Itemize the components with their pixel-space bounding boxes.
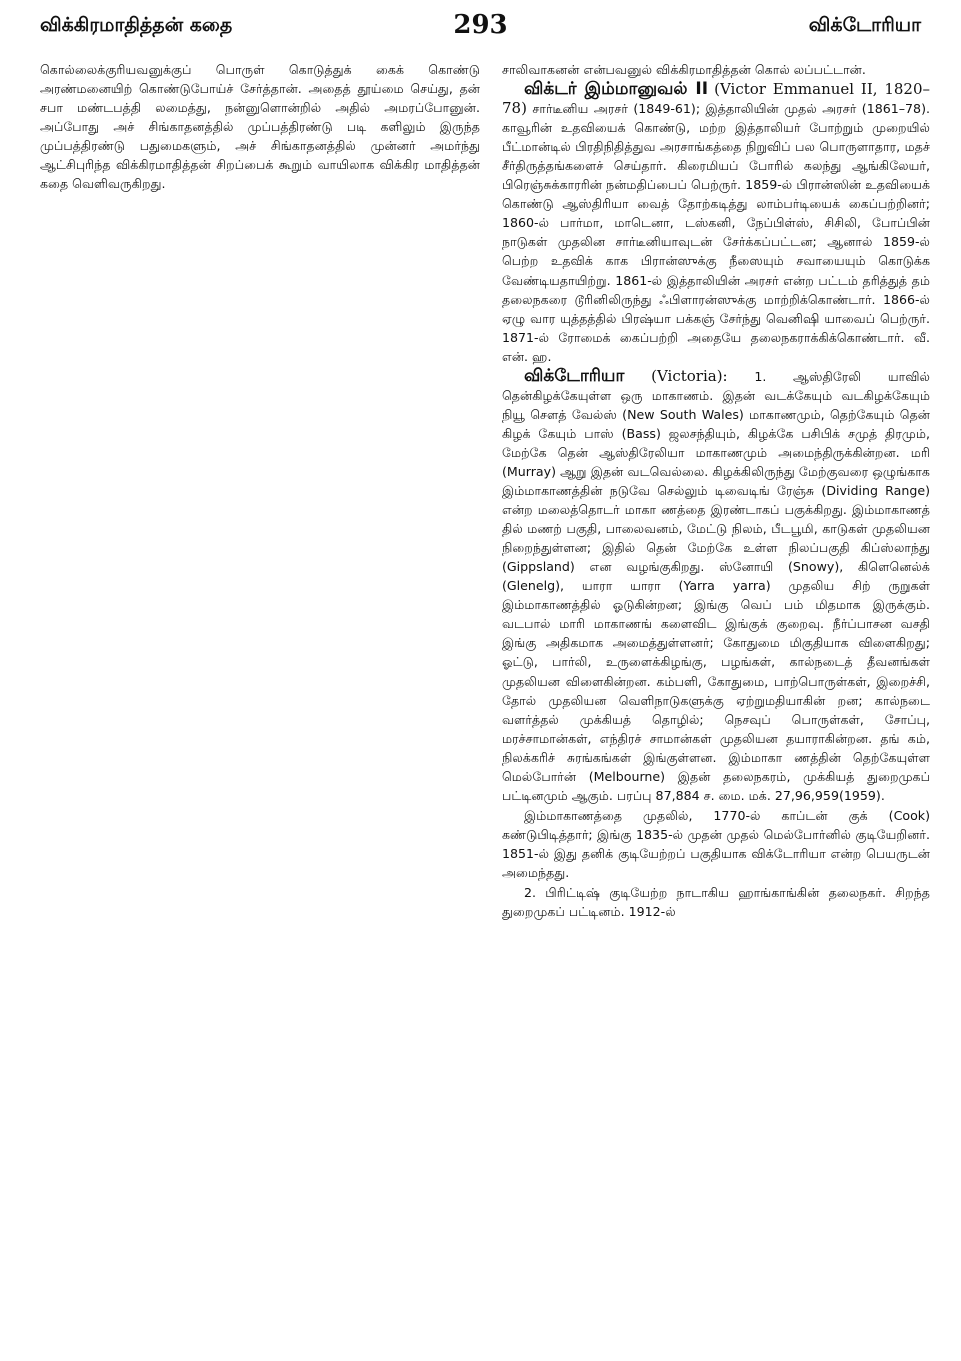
entry-heading-latin: (Victor Emmanuel II, 1820–78) [502, 80, 930, 118]
paragraph: 2. பிரிட்டிஷ் குடியேற்ற நாடாகிய ஹாங்காங்கின் தலைநகர். சிறந்த துறைமுகப் பட்டினம். 1912-ல் [502, 885, 930, 920]
entry-emmanuel [502, 80, 930, 366]
entry-heading-latin: (Victoria): [651, 366, 728, 385]
entry-body: 1. ஆஸ்திரேலி யாவில் தென்கிழக்கேயுள்ள ஒரு மாகாணம். இதன் வடக்கேயும் வடகிழக்கேயும் நியூ சௌத் வேல்ஸ் (New South Wales) மாகாணமும், தெற்கேயும் தென் கிழக் கேயும் பாஸ் (Bass) ஜலசந்தியும், கிழக்கே பசிபிக் சமுத் திரமும், மேற்கே தென் ஆஸ்திரேலியா மாகாணமும் அமைந்திருக்கின்றன. மரி (Murray) ஆறு இதன் வடவெல்லை. கிழக்கிலிருந்து மேற்குவரை ஒழுங்காக இம்மாகாணத்தின் நடுவே செல்லும் டிவைடிங் ரேஞ்சு (Dividing Range) என்ற மலைத்தொடர் மாகா ணத்தை இரண்டாகப் பகுக்கிறது. இம்மாகாணத் தில் மணற் பகுதி, பாலைவனம், மேட்டு நிலம், பீடபூமி, காடுகள் முதலியன நிறைந்துள்ளன; இதில் தென் மேற்கே உள்ள நிலப்பகுதி கிப்ஸ்லாந்து (Gippsland) என வழங்குகிறது. ஸ்னோயி (Snowy), கிளெனெல்க் (Glenelg), யாரா யாரா (Yarra yarra) முதலிய சிற் ருறுகள் இம்மாகாணத்தில் ஓடுகின்றன; இங்கு வெப் பம் மிதமாக இருக்கும். வடபால் மாரி மாகாணங் களைவிட இங்குக் குறைவு. நீர்ப்பாசன வசதி இங்கு அதிகமாக அமைத்துள்ளனர்; கோதுமை மிகுதியாக விளைகிறது; ஓட்டு, பார்லி, உருளைக்கிழங்கு, பழங்கள், கால்நடைத் தீவனங்கள் முதலியன விளைகின்றன. கம்பளி, கோதுமை, பாற்பொருள்கள், இறைச்சி, தோல் முதலியன வெளிநாடுகளுக்கு ஏற்றுமதியாகின் றன; கால்நடை வளர்த்தல் முக்கியத் தொழில்; நெசவுப் பொருள்கள், சோப்பு, மரச்சாமான்கள், எந்திரச் சாமான்கள் முதலியன தயாராகின்றன. தங் கம், நிலக்கரிச் சுரங்கங்கள் இங்குள்ளன. இம்மாகா ணத்தின் தெற்கேயுள்ள மெல்போர்ன் (Melbourne) இதன் தலைநகரம், முக்கியத் துறைமுகப் பட்டினமும் ஆகும். பரப்பு 87,884 ச. மை. மக். 27,96,959(1959). [502, 368, 930, 803]
left-column [40, 60, 480, 1347]
author-signature: வீ. என். ஹ. [502, 329, 930, 364]
entry-heading: விக்டர் இம்மானுவல் II [524, 79, 709, 100]
entry-victoria [502, 367, 930, 805]
entry-heading: விக்டோரியா [524, 365, 625, 386]
running-header [40, 10, 921, 46]
page-number: 293 [453, 10, 508, 40]
paragraph: கொல்லைக்குரியவனுக்குப் பொருள் கொடுத்துக் கைக் கொண்டு அரண்மனையிற் கொண்டுபோய்ச் சேர்த்தான். அதைத் தூய்மை செய்து, தன் சபா மண்டபத்தி லமைத்து, நன்னுளொன்றில் அதில் அமரப்போனுன். அப்போது அச் சிங்காதனத்தில் முப்பத்திரண்டு படி களிலும் இருந்த முப்பத்திரண்டு பதுமைகளும், அச் சிங்காதனத்தில் முன்னர் அமர்ந்து ஆட்சிபுரிந்த விக்கிரமாதித்தன் சிறப்பைக் கூறும் வாயிலாக விக்கிர மாதித்தன் கதை வெளிவருகிறது. [40, 62, 480, 192]
header-left-title: விக்கிரமாதித்தன் கதை [40, 14, 233, 36]
paragraph: சாலிவாகனன் என்பவனுல் விக்கிரமாதித்தன் கொல் லப்பட்டான். [502, 62, 866, 77]
right-column [502, 60, 930, 1347]
paragraph: இம்மாகாணத்தை முதலில், 1770-ல் காப்டன் குக் (Cook) கண்டுபிடித்தார்; இங்கு 1835-ல் முதன் முதல் மெல்போர்னில் குடியேறினர். 1851-ல் இது தனிக் குடியேற்றப் பகுதியாக விக்டோரியா என்ற பெயருடன் அமைந்தது. [502, 807, 930, 880]
header-right-title: விக்டோரியா [808, 14, 921, 36]
entry-body: சார்டீனிய அரசர் (1849-61); இத்தாலியின் முதல் அரசர் (1861–78). காவூரின் உதவியைக் கொண்டு, மற்ற இத்தாலியர் போற்றும் முறையில் பீட்மான்டில் பிரதிநிதித்துவ அரசாங்கத்தை நிறுவிப் பல பொருளாதார, மதச் சீர்திருத்தங்களைச் செய்தார். கிரைமியப் போரில் கலந்து ஆங்கிலேயர், பிரெஞ்சுக்காரரின் நன்மதிப்பைப் பெற்ருர். 1859-ல் பிரான்ஸின் உதவியைக் கொண்டு ஆஸ்திரியா வைத் தோற்கடித்து லாம்பர்டியைக் கைப்பற்றினர்; 1860-ல் பார்மா, மாடெனா, டஸ்கனி, நேப்பிள்ஸ், சிசிலி, போப்பின் நாடுகள் முதலின சார்டீனியாவுடன் சேர்க்கப்பட்டன; ஆனால் 1859-ல் பெற்ற உதவிக் காக பிரான்ஸுக்கு நீஸையும் சவாயையும் கொடுக்க வேண்டியதாயிற்று. 1861-ல் இத்தாலியின் அரசர் என்ற பட்டம் தரித்துத் தம் தலைநகரை டூரினிலிருந்து ஃபிளாரன்ஸுக்கு மாற்றிக்கொண்டார். 1866-ல் ஏழு வார யுத்தத்தில் பிரஷ்யா பக்கஞ் சேர்ந்து வெனிஷி யாவைப் பெற்ருர். 1871-ல் ரோமைக் கைப்பற்றி அதையே தலைநகராக்கிக்கொண்டார். [502, 101, 930, 345]
